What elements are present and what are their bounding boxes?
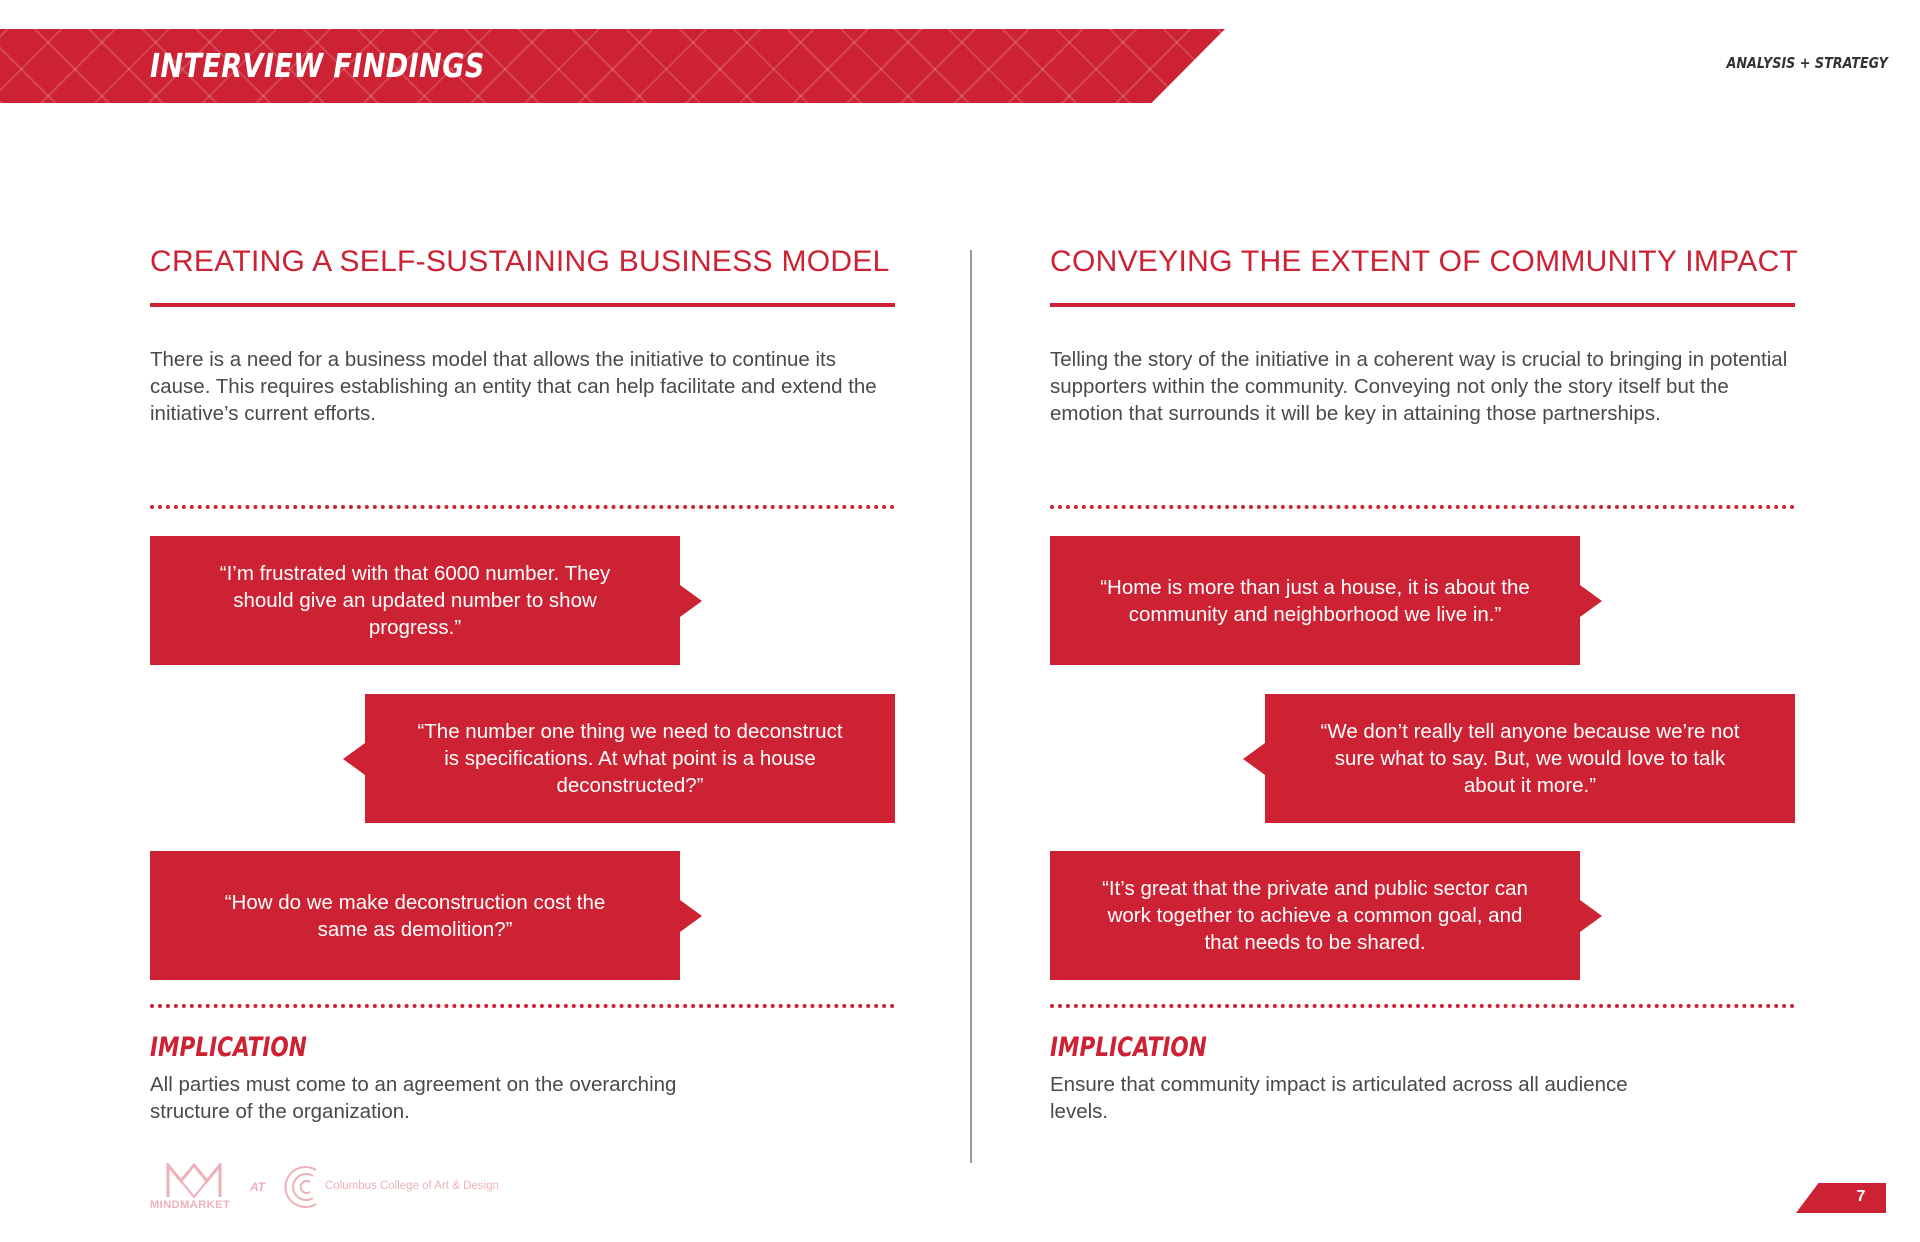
right-heading-rule: [1050, 303, 1795, 307]
section-label: ANALYSIS + STRATEGY: [1726, 54, 1888, 72]
mindmarket-logo-icon: [166, 1163, 222, 1199]
column-divider: [970, 250, 972, 1163]
left-quote-2: “The number one thing we need to deconstruct is specifications. At what point is a house deconstructed?”: [365, 694, 895, 823]
left-heading: CREATING A SELF-SUSTAINING BUSINESS MODEL: [150, 245, 890, 278]
left-dotted-rule-bottom: [150, 1004, 895, 1008]
right-quote-1: “Home is more than just a house, it is about the community and neighborhood we live in.”: [1050, 536, 1580, 665]
mindmarket-logo-text: MINDMARKET: [150, 1199, 231, 1211]
left-implication-title: IMPLICATION: [150, 1032, 307, 1063]
right-dotted-rule-top: [1050, 505, 1795, 509]
right-quote-2: “We don’t really tell anyone because we’re not sure what to say. But, we would love to talk about it more.”: [1265, 694, 1795, 823]
ccad-logo-text: Columbus College of Art & Design: [325, 1180, 499, 1192]
left-dotted-rule-top: [150, 505, 895, 509]
right-heading: CONVEYING THE EXTENT OF COMMUNITY IMPACT: [1050, 245, 1799, 278]
left-heading-rule: [150, 303, 895, 307]
right-dotted-rule-bottom: [1050, 1004, 1795, 1008]
logo-connector: AT: [250, 1180, 266, 1194]
right-column: [1050, 0, 1799, 1242]
left-intro-text: There is a need for a business model that allows the initiative to continue its cause. This requires establishing an entity that can help facilitate and extend the initiative’s current efforts.: [150, 348, 877, 425]
left-quote-3: “How do we make deconstruction cost the same as demolition?”: [150, 851, 680, 980]
left-implication-text: All parties must come to an agreement on the overarching structure of the organization.: [150, 1073, 677, 1123]
right-implication-title: IMPLICATION: [1050, 1032, 1207, 1063]
page-number: 7: [1856, 1188, 1866, 1205]
left-quote-1: “I’m frustrated with that 6000 number. They should give an updated number to show progress.”: [150, 536, 680, 665]
right-intro-text: Telling the story of the initiative in a coherent way is crucial to bringing in potential supporters within the community. Conveying not only the story itself but the emotion that surrounds it will be key in attaining those partnerships.: [1050, 348, 1788, 425]
page-title: INTERVIEW FINDINGS: [150, 46, 485, 85]
ccad-logo-icon: [282, 1162, 322, 1212]
left-column: [150, 0, 895, 1242]
right-implication-text: Ensure that community impact is articulated across all audience levels.: [1050, 1073, 1628, 1123]
footer-logos: [150, 1160, 570, 1216]
right-quote-3: “It’s great that the private and public sector can work together to achieve a common goal, and that needs to be shared.: [1050, 851, 1580, 980]
